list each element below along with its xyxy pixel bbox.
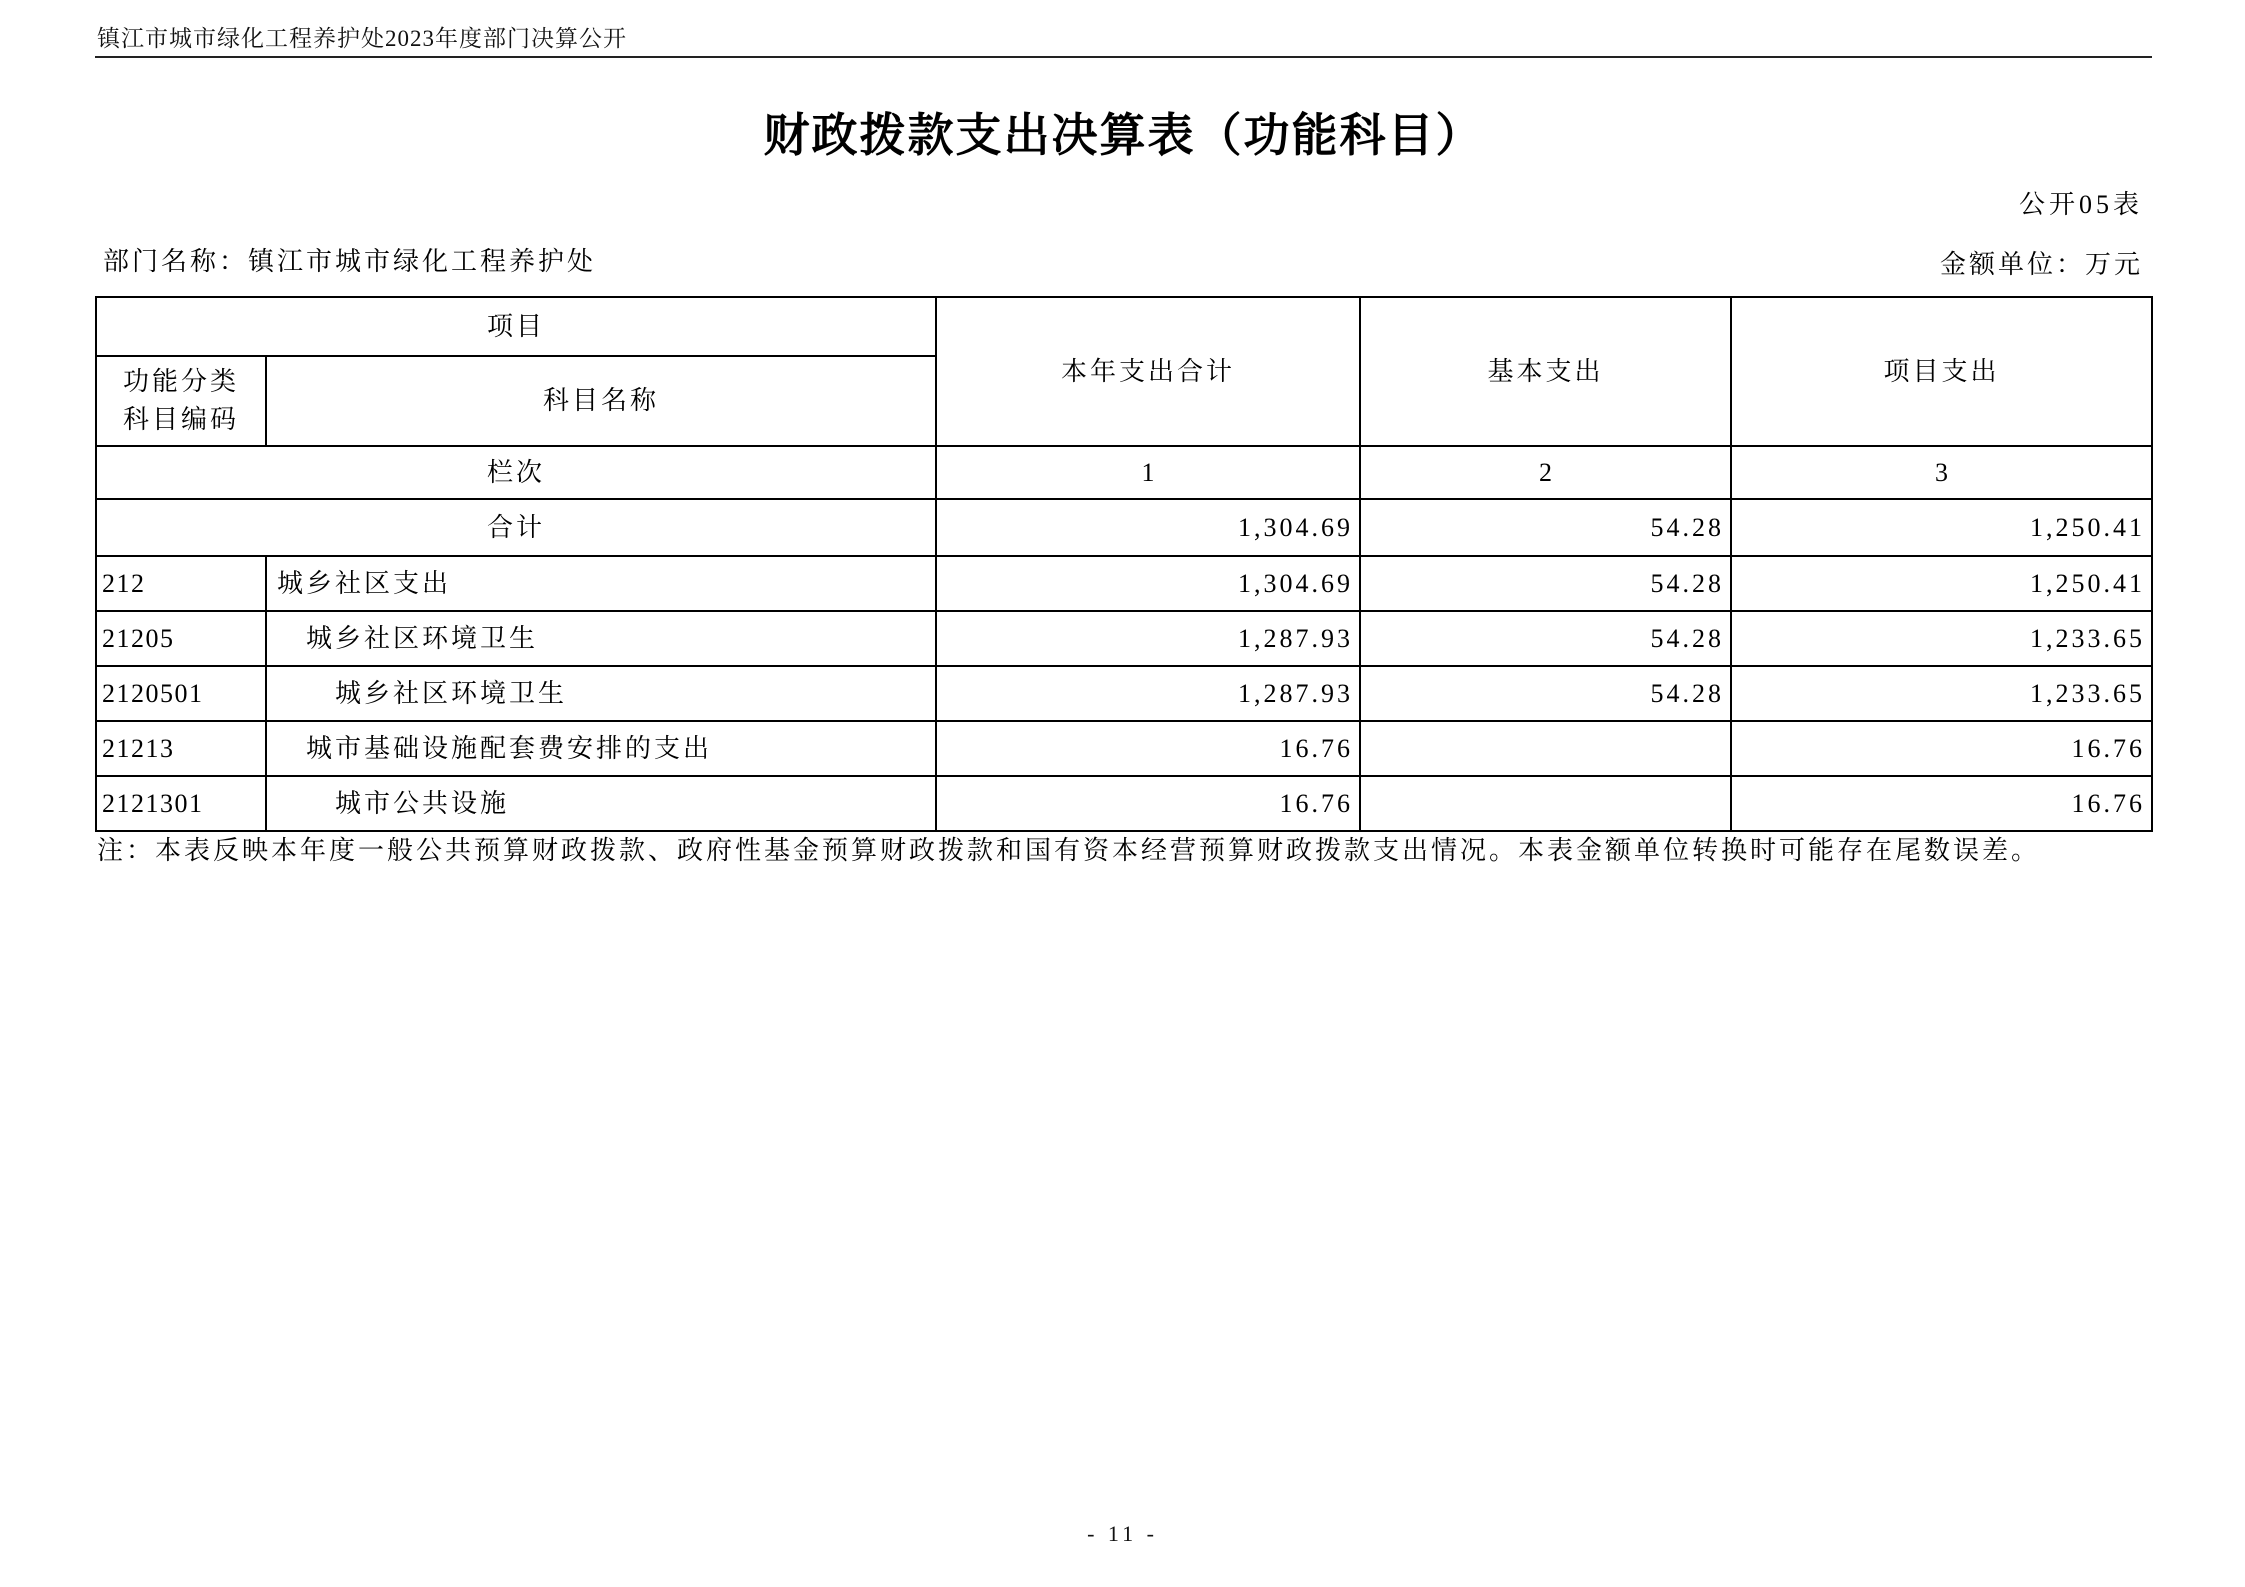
expenditure-table [95,296,2153,832]
table-note: 注：本表反映本年度一般公共预算财政拨款、政府性基金预算财政拨款和国有资本经营预算财政拨款支出情况。本表金额单位转换时可能存在尾数误差。 [97,836,2041,865]
total-expenditure: 16.76 [936,776,1360,831]
column-index-number: 1 [936,446,1360,499]
total-expenditure: 1,287.93 [936,666,1360,721]
project-expenditure: 1,233.65 [1731,666,2152,721]
table-row [96,776,2152,831]
form-number: 公开05表 [2018,190,2143,219]
column-index-label: 栏次 [96,446,936,499]
page-title: 财政拨款支出决算表（功能科目） [763,110,1484,161]
table-body [96,446,2152,831]
header-subject-name: 科目名称 [266,356,936,446]
page-number: - 11 - [1087,1521,1158,1546]
department-name: 镇江市城市绿化工程养护处 [248,247,597,276]
header-item: 项目 [96,297,936,356]
column-index-row [96,446,2152,499]
unit-label: 金额单位： [1939,250,2085,279]
total-row-basic: 54.28 [1360,499,1731,556]
project-expenditure: 16.76 [1731,776,2152,831]
subject-name: 城市公共设施 [266,776,936,831]
total-expenditure: 16.76 [936,721,1360,776]
total-row-project: 1,250.41 [1731,499,2152,556]
project-expenditure: 16.76 [1731,721,2152,776]
running-header: 镇江市城市绿化工程养护处2023年度部门决算公开 [97,26,627,51]
unit-value: 万元 [2084,250,2143,279]
unit-line [1940,249,2143,281]
table-row [96,721,2152,776]
header-row [96,297,2152,356]
basic-expenditure: 54.28 [1360,666,1731,721]
subject-code: 212 [96,556,266,611]
basic-expenditure [1360,776,1731,831]
basic-expenditure [1360,721,1731,776]
header-project: 项目支出 [1731,297,2152,446]
table-row [96,556,2152,611]
project-expenditure: 1,250.41 [1731,556,2152,611]
subject-code: 2121301 [96,776,266,831]
total-expenditure: 1,287.93 [936,611,1360,666]
subject-name: 城乡社区环境卫生 [266,611,936,666]
total-expenditure: 1,304.69 [936,556,1360,611]
header-code-line: 科目编码 [122,405,239,434]
basic-expenditure: 54.28 [1360,611,1731,666]
header-code [96,356,266,446]
table-header [96,297,2152,446]
column-index-number: 2 [1360,446,1731,499]
subject-code: 21205 [96,611,266,666]
subject-name: 城乡社区支出 [266,556,936,611]
total-row-label: 合计 [96,499,936,556]
total-row [96,499,2152,556]
subject-name: 城乡社区环境卫生 [266,666,936,721]
department-line [103,246,596,278]
table-row [96,666,2152,721]
subject-code: 21213 [96,721,266,776]
subject-code: 2120501 [96,666,266,721]
total-row-total: 1,304.69 [936,499,1360,556]
subject-name: 城市基础设施配套费安排的支出 [266,721,936,776]
column-index-number: 3 [1731,446,2152,499]
basic-expenditure: 54.28 [1360,556,1731,611]
project-expenditure: 1,233.65 [1731,611,2152,666]
header-basic: 基本支出 [1360,297,1731,446]
header-total: 本年支出合计 [936,297,1360,446]
department-label: 部门名称： [103,247,249,276]
header-code-line: 功能分类 [122,367,239,396]
table-row [96,611,2152,666]
header-divider [95,56,2152,58]
